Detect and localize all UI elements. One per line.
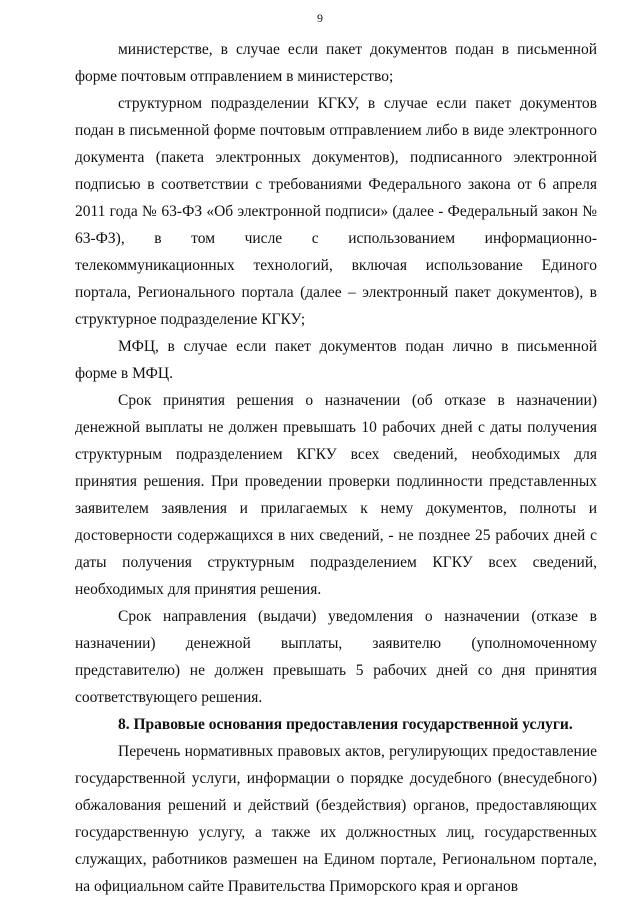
page-content [75, 36, 597, 900]
section-paragraph: Перечень нормативных правовых актов, регулирующих предоставление государственной услуги, информации о порядке досудебного (внесудебного) обжалования решений и действий (бездействия) органов, предоставляющих государственную услугу, а также их должностных лиц, государственных служащих, работников размешен на Едином портале, Региональном портале, на официальном сайте Правительства Приморского края и органов [75, 743, 597, 895]
paragraph-decision-deadline: Срок принятия решения о назначении (об отказе в назначении) денежной выплаты не должен превышать 10 рабочих дней с даты получения структурным подразделением КГКУ всех сведений, необходимых для принятия решения. При проведении проверки подлинности представленных заявителем заявления и прилагаемых к нему документов, полноты и достоверности содержащихся в них сведений, - не позднее 25 рабочих дней с даты получения структурным подразделением КГКУ всех сведений, необходимых для принятия решения. [75, 392, 597, 598]
paragraph-structural-division: структурном подразделении КГКУ, в случае если пакет документов подан в письменной форме почтовым отправлением либо в виде электронного документа (пакета электронных документов), подписанного электронной подписью в соответствии с требованиями Федерального закона от 6 апреля 2011 года № 63-ФЗ «Об электронной подписи» (далее - Федеральный закон № 63-ФЗ), в том числе с использованием информационно-телекоммуникационных технологий, включая использование Единого портала, Регионального портала (далее – электронный пакет документов), в структурное подразделение КГКУ; [75, 95, 597, 328]
paragraph-mfc: МФЦ, в случае если пакет документов подан лично в письменной форме в МФЦ. [75, 338, 597, 382]
section-heading: 8. Правовые основания предоставления государственной услуги. [118, 716, 573, 733]
paragraph-ministry: министерстве, в случае если пакет документов подан в письменной форме почтовым отправлением в министерство; [75, 41, 597, 85]
page-number: 9 [317, 11, 323, 25]
paragraph-notification-deadline: Срок направления (выдачи) уведомления о назначении (отказе в назначении) денежной выплаты, заявителю (уполномоченному представителю) не должен превышать 5 рабочих дней со дня принятия соответствующего решения. [75, 608, 597, 706]
